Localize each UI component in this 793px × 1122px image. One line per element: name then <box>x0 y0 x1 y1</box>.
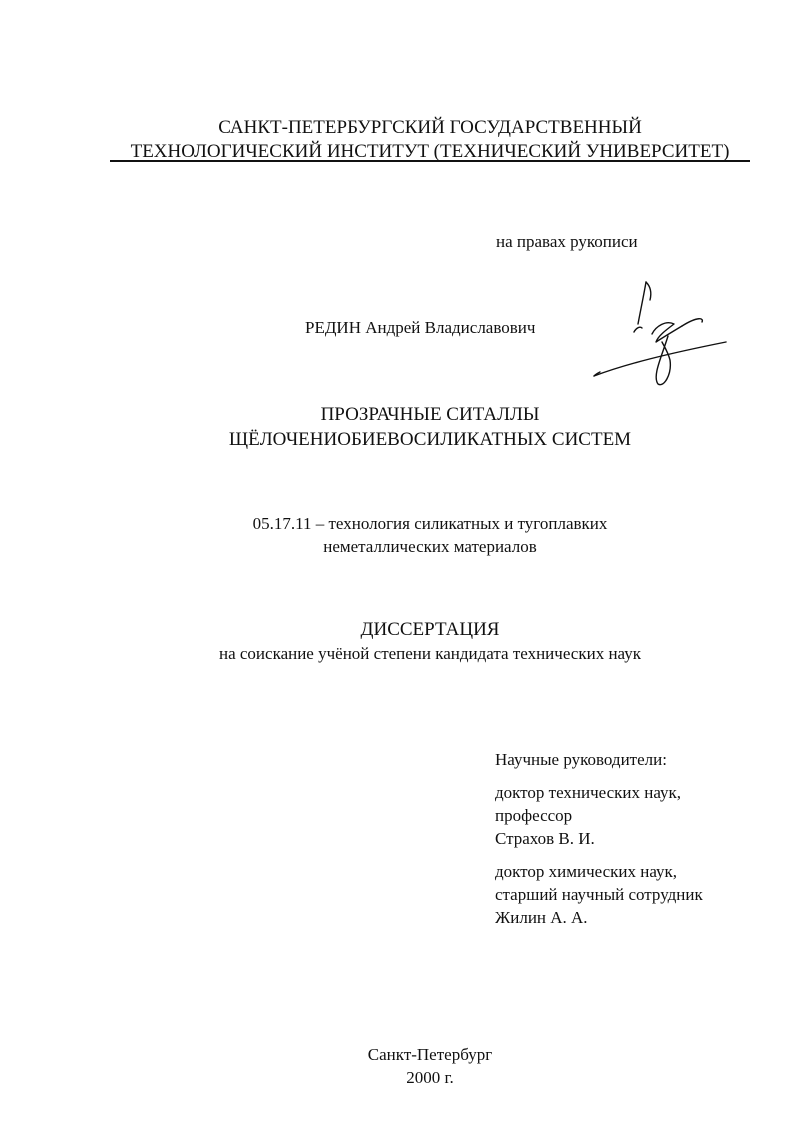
supervisor-position: старший научный сотрудник <box>495 885 703 904</box>
supervisors-heading: Научные руководители: <box>495 750 667 769</box>
handwritten-signature <box>586 276 736 396</box>
dissertation-title <box>130 402 730 452</box>
specialty-line-1: 05.17.11 – технология силикатных и тугоплавких <box>252 514 608 533</box>
institution-name-line-1: САНКТ-ПЕТЕРБУРГСКИЙ ГОСУДАРСТВЕННЫЙ <box>218 117 642 138</box>
footer-year: 2000 г. <box>406 1068 454 1087</box>
document-type-subtitle: на соискание учёной степени кандидата технических наук <box>218 644 641 663</box>
header-divider <box>110 160 750 162</box>
dissertation-title-line-1: ПРОЗРАЧНЫЕ СИТАЛЛЫ <box>320 404 540 425</box>
specialty-code <box>130 512 730 558</box>
manuscript-rights-note: на правах рукописи <box>496 232 638 251</box>
supervisor-name: Жилин А. А. <box>495 908 588 927</box>
footer-place-year <box>230 1043 630 1089</box>
dissertation-title-line-2: ЩЁЛОЧЕНИОБИЕВОСИЛИКАТНЫХ СИСТЕМ <box>228 429 632 450</box>
supervisors-section <box>495 748 703 939</box>
supervisor-entry <box>495 860 703 929</box>
supervisor-entry <box>495 781 703 850</box>
supervisor-name: Страхов В. И. <box>495 829 595 848</box>
footer-city: Санкт-Петербург <box>367 1045 493 1064</box>
supervisor-position: профессор <box>495 806 573 825</box>
institution-name-line-2: ТЕХНОЛОГИЧЕСКИЙ ИНСТИТУТ (ТЕХНИЧЕСКИЙ УНИВЕРСИТЕТ) <box>130 141 730 162</box>
supervisor-degree: доктор технических наук, <box>495 783 682 802</box>
document-type-title: ДИССЕРТАЦИЯ <box>360 619 500 640</box>
supervisor-degree: доктор химических наук, <box>495 862 678 881</box>
specialty-line-2: неметаллических материалов <box>323 537 537 556</box>
author-name: РЕДИН Андрей Владиславович <box>305 318 536 337</box>
institution-name <box>110 116 750 164</box>
